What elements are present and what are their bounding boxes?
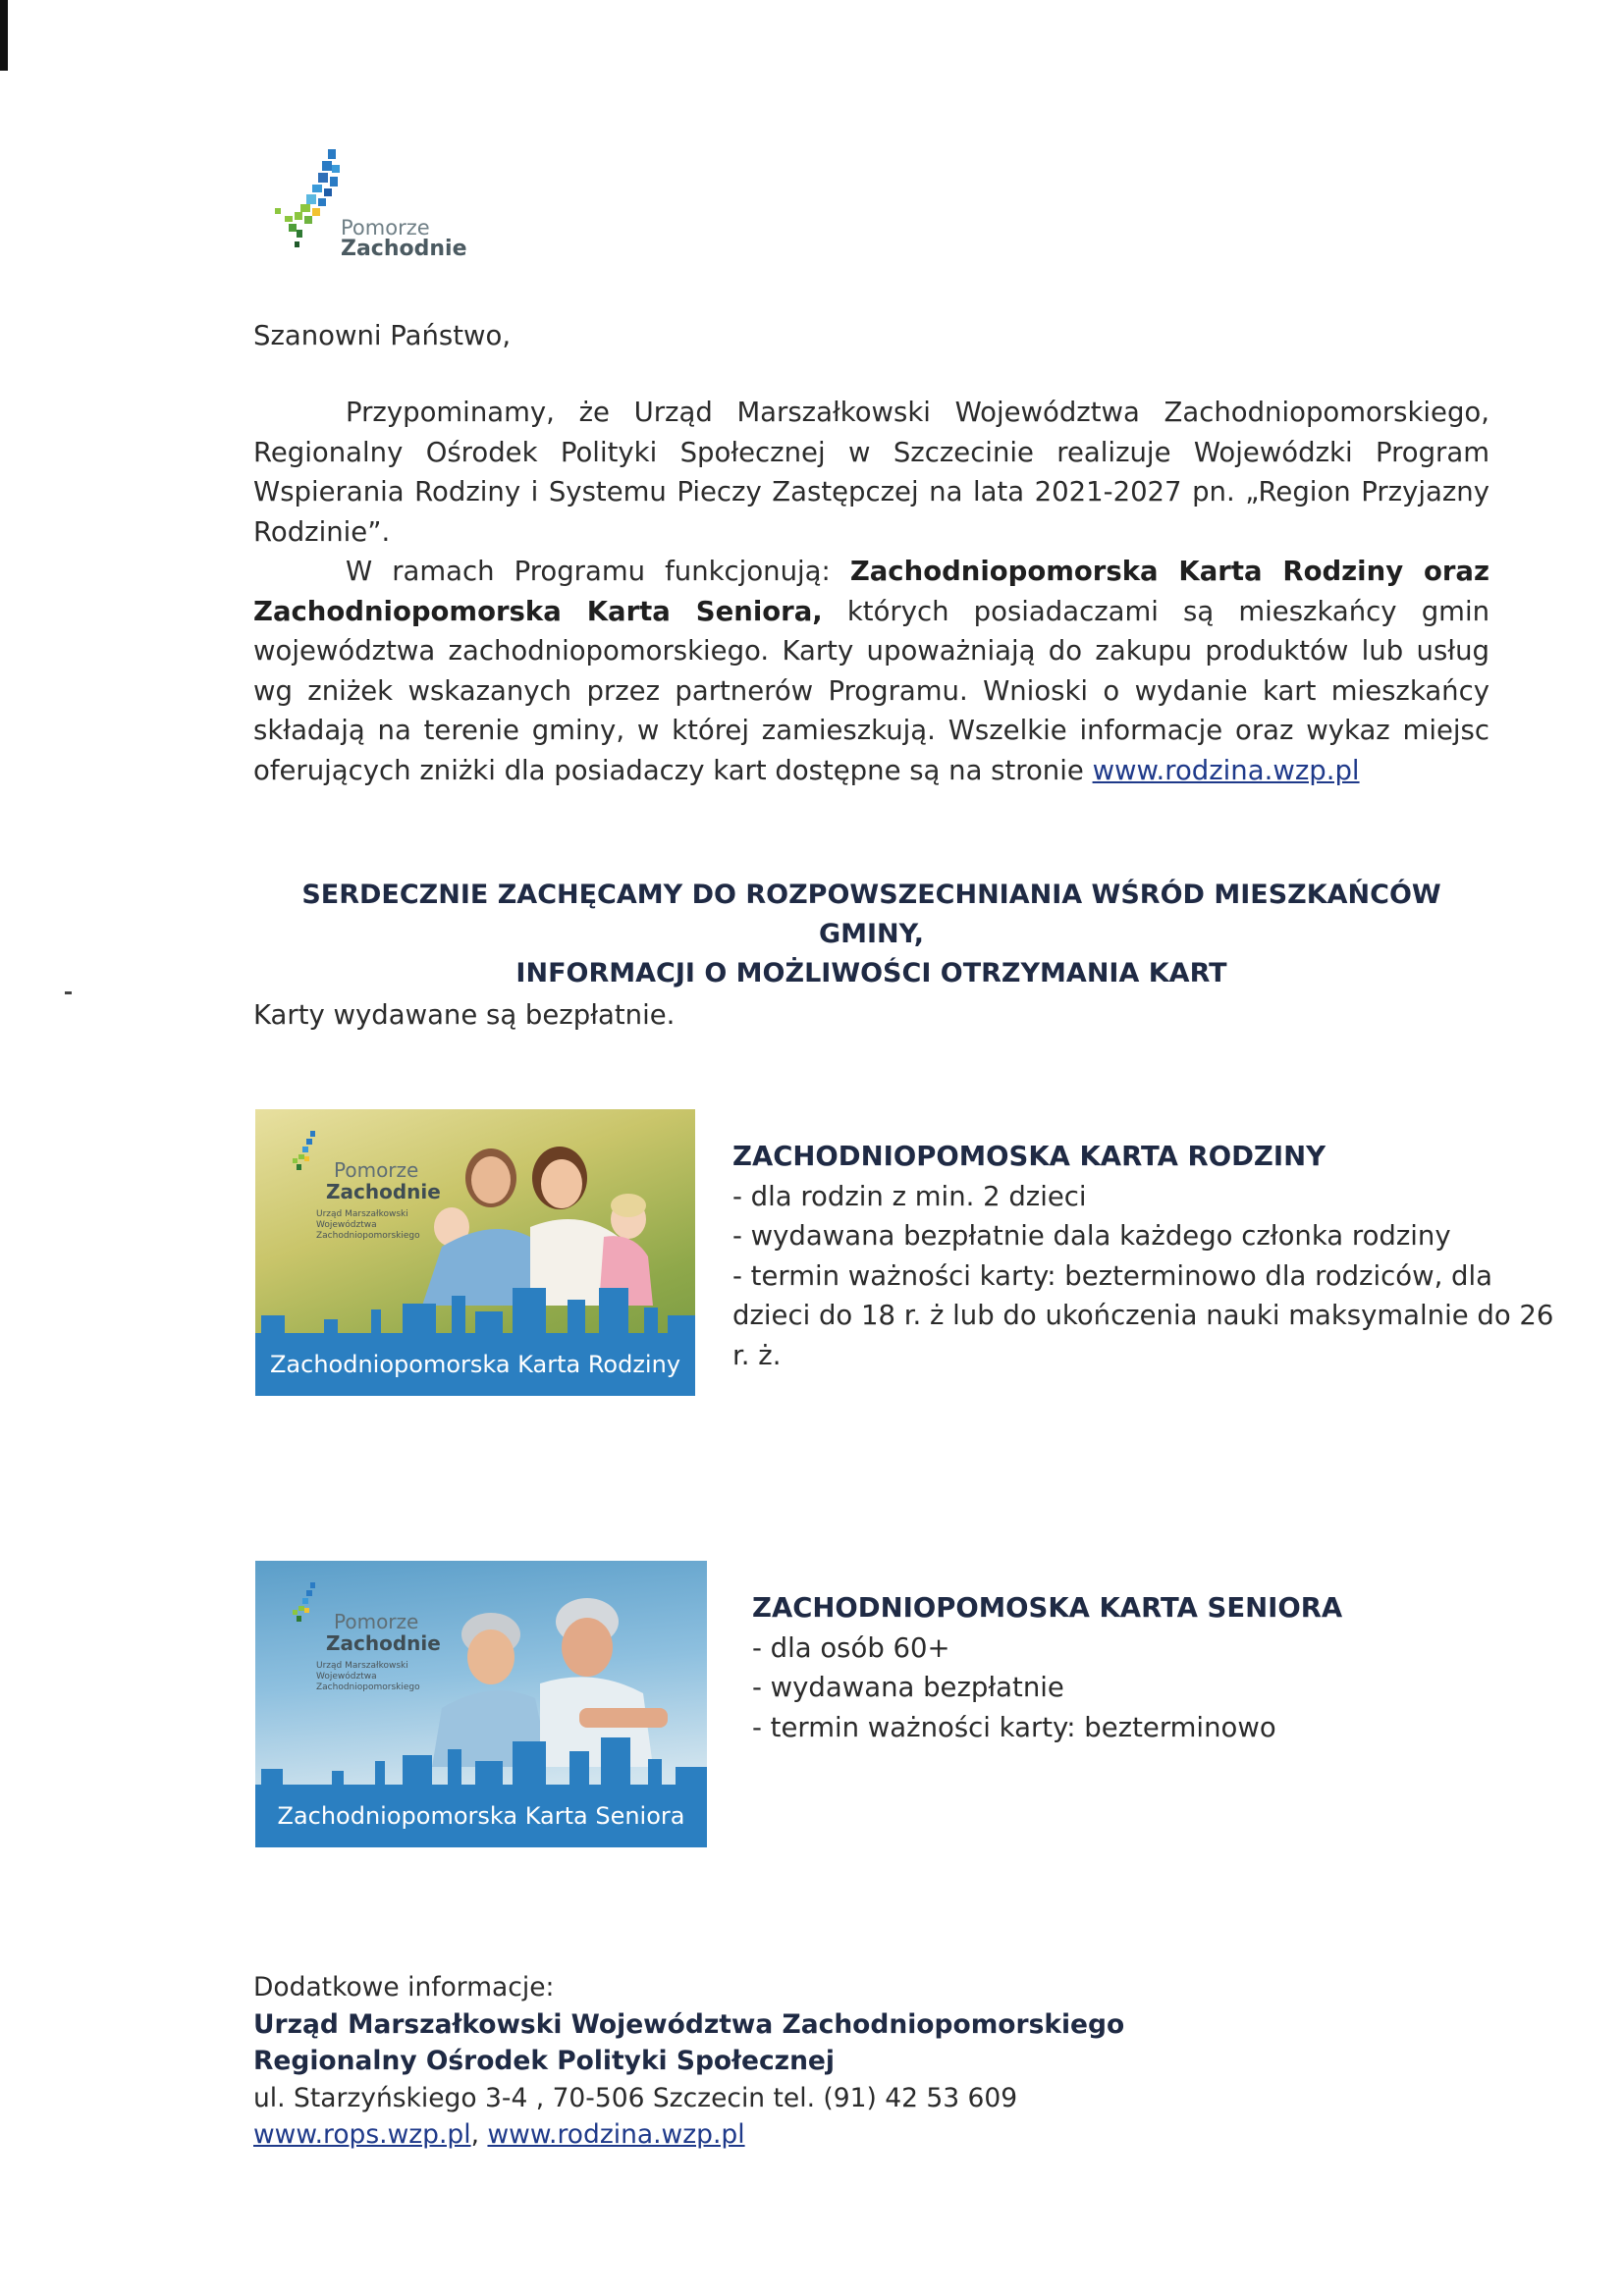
scan-edge <box>0 0 8 71</box>
card-logo-mosaic-icon <box>285 1129 324 1178</box>
karta-rodziny-title: ZACHODNIOPOMOSKA KARTA RODZINY <box>732 1141 1326 1172</box>
karta-rodziny-image <box>255 1109 695 1396</box>
karta-rodziny-item: - termin ważności karty: bezterminowo dla rodziców, dla dzieci do 18 r. ż lub do ukończenia nauki maksymalnie do 26 r. ż. <box>732 1259 1554 1371</box>
rodzina-footer-link[interactable]: www.rodzina.wzp.pl <box>487 2119 745 2150</box>
paragraph-1: Przypominamy, że Urząd Marszałkowski Województwa Zachodniopomorskiego, Regionalny Ośrodek Polityki Społecznej w Szczecinie realizuje Wojewódzki Program Wspierania Rodziny i Systemu Pieczy Zastępczej na lata 2021-2027 pn. „Region Przyjazny Rodzinie”. <box>253 397 1489 548</box>
card-logo-small-text: Urząd Marszałkowski Województwa Zachodniopomorskiego <box>316 1209 420 1241</box>
paragraph-2-rest: których posiadaczami są mieszkańcy gmin województwa zachodniopomorskiego. Karty upoważniają do zakupu produktów lub usług wg zniżek wskazanych przez partnerów Programu. Wnioski o wydanie kart mieszkańcy składają na terenie gminy, w której zamieszkują. Wszelkie informacje oraz wykaz miejsc oferujących zniżki dla posiadaczy kart dostępne są na stronie <box>253 595 1490 786</box>
rodzina-link[interactable]: www.rodzina.wzp.pl <box>1092 754 1360 786</box>
logo-line1: Pomorze <box>341 216 430 240</box>
logo-mosaic-icon <box>267 147 346 255</box>
karta-rodziny-item: - dla rodzin z min. 2 dzieci <box>732 1180 1087 1212</box>
karta-seniora-description <box>752 1588 1498 1747</box>
karta-seniora-image <box>255 1561 707 1847</box>
card-logo-line2: Zachodnie <box>326 1631 441 1655</box>
footer-address: ul. Starzyńskiego 3-4 , 70-506 Szczecin tel. (91) 42 53 609 <box>253 2082 1018 2113</box>
greeting: Szanowni Państwo, <box>253 320 512 351</box>
footer-label: Dodatkowe informacje: <box>253 1972 555 2002</box>
free-note: Karty wydawane są bezpłatnie. <box>253 999 676 1031</box>
footer-org1: Urząd Marszałkowski Województwa Zachodniopomorskiego <box>253 2008 1125 2040</box>
call-to-action-headline <box>253 876 1489 993</box>
card-logo-small-text: Urząd Marszałkowski Województwa Zachodniopomorskiego <box>316 1661 420 1692</box>
karta-seniora-item: - wydawana bezpłatnie <box>752 1672 1064 1703</box>
karta-seniora-item: - dla osób 60+ <box>752 1631 950 1664</box>
card-logo-line1: Pomorze <box>334 1158 419 1182</box>
card-skyline <box>255 1274 695 1333</box>
karta-rodziny-item: - wydawana bezpłatnie dala każdego członka rodziny <box>732 1220 1451 1252</box>
paragraph-2-lead: W ramach Programu funkcjonują: <box>346 556 831 587</box>
main-body <box>253 393 1489 790</box>
card-band-text: Zachodniopomorska Karta Rodziny <box>269 1351 681 1378</box>
footer-links <box>253 2116 1124 2154</box>
logo-line2: Zachodnie <box>341 237 467 261</box>
pomorze-zachodnie-logo <box>267 147 467 275</box>
karta-rodziny-description <box>732 1137 1577 1375</box>
karta-seniora-item: - termin ważności karty: bezterminowo <box>752 1711 1276 1743</box>
card-skyline <box>255 1726 707 1785</box>
rops-link[interactable]: www.rops.wzp.pl <box>253 2119 471 2150</box>
footer-org2: Regionalny Ośrodek Polityki Społecznej <box>253 2046 835 2076</box>
card-logo <box>285 1129 441 1247</box>
paragraph-2-bold: Zachodniopomorska Karta Rodziny oraz Zachodniopomorska Karta Seniora, <box>253 556 1489 627</box>
karta-seniora-title: ZACHODNIOPOMOSKA KARTA SENIORA <box>752 1592 1343 1624</box>
card-logo-line2: Zachodnie <box>326 1180 441 1203</box>
card-logo <box>285 1580 441 1698</box>
headline-line2: INFORMACJI O MOŻLIWOŚCI OTRZYMANIA KART <box>515 958 1227 988</box>
card-logo-line1: Pomorze <box>334 1610 419 1633</box>
contact-footer <box>253 1969 1124 2154</box>
card-logo-mosaic-icon <box>285 1580 324 1629</box>
card-band-text: Zachodniopomorska Karta Seniora <box>277 1802 685 1830</box>
footer-links-separator: , <box>470 2119 488 2150</box>
scan-mark <box>65 991 72 994</box>
headline-line1: SERDECZNIE ZACHĘCAMY DO ROZPOWSZECHNIANIA WŚRÓD MIESZKAŃCÓW GMINY, <box>301 880 1441 949</box>
paragraph-2 <box>253 552 1489 790</box>
